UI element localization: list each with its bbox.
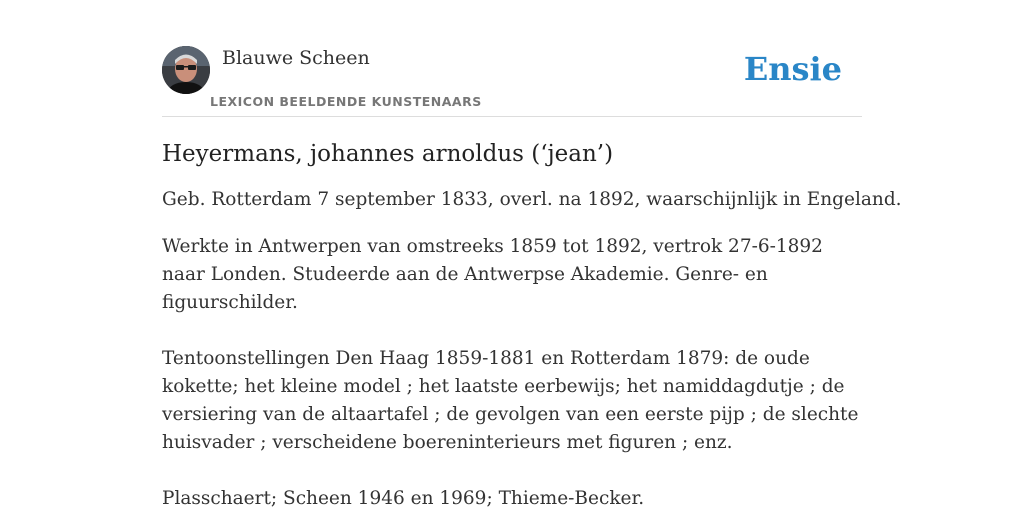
- entry-content: [162, 136, 902, 513]
- entry-paragraph-birth: Geb. Rotterdam 7 september 1833, overl. na 1892, waarschijnlijk in Engeland.: [162, 189, 902, 210]
- author-name[interactable]: Blauwe Scheen: [222, 47, 370, 69]
- author-photo: [162, 46, 210, 94]
- entry-title: Heyermans, johannes arnoldus (‘jean’): [162, 141, 614, 167]
- brand-logo[interactable]: Ensie: [743, 50, 842, 88]
- author-avatar[interactable]: [162, 46, 210, 94]
- entry-paragraph-exhibitions: Tentoonstellingen Den Haag 1859-1881 en Rotterdam 1879: de oude kokette; het kleine model ; het laatste eerbewijs; het namiddagdutje ; de versiering van de altaartafel ; de gevolgen van een eerste pijp ; de slechte huisvader ; verscheidene boereninterieurs met figuren ; enz.: [162, 348, 859, 453]
- page-header: [162, 46, 862, 117]
- lexicon-label[interactable]: LEXICON BEELDENDE KUNSTENAARS: [210, 94, 482, 109]
- entry-paragraph-sources: Plasschaert; Scheen 1946 en 1969; Thieme-Becker.: [162, 488, 645, 509]
- entry-paragraph-career: Werkte in Antwerpen van omstreeks 1859 tot 1892, vertrok 27-6-1892 naar Londen. Studeerde aan de Antwerpse Akademie. Genre- en figuurschilder.: [162, 236, 823, 313]
